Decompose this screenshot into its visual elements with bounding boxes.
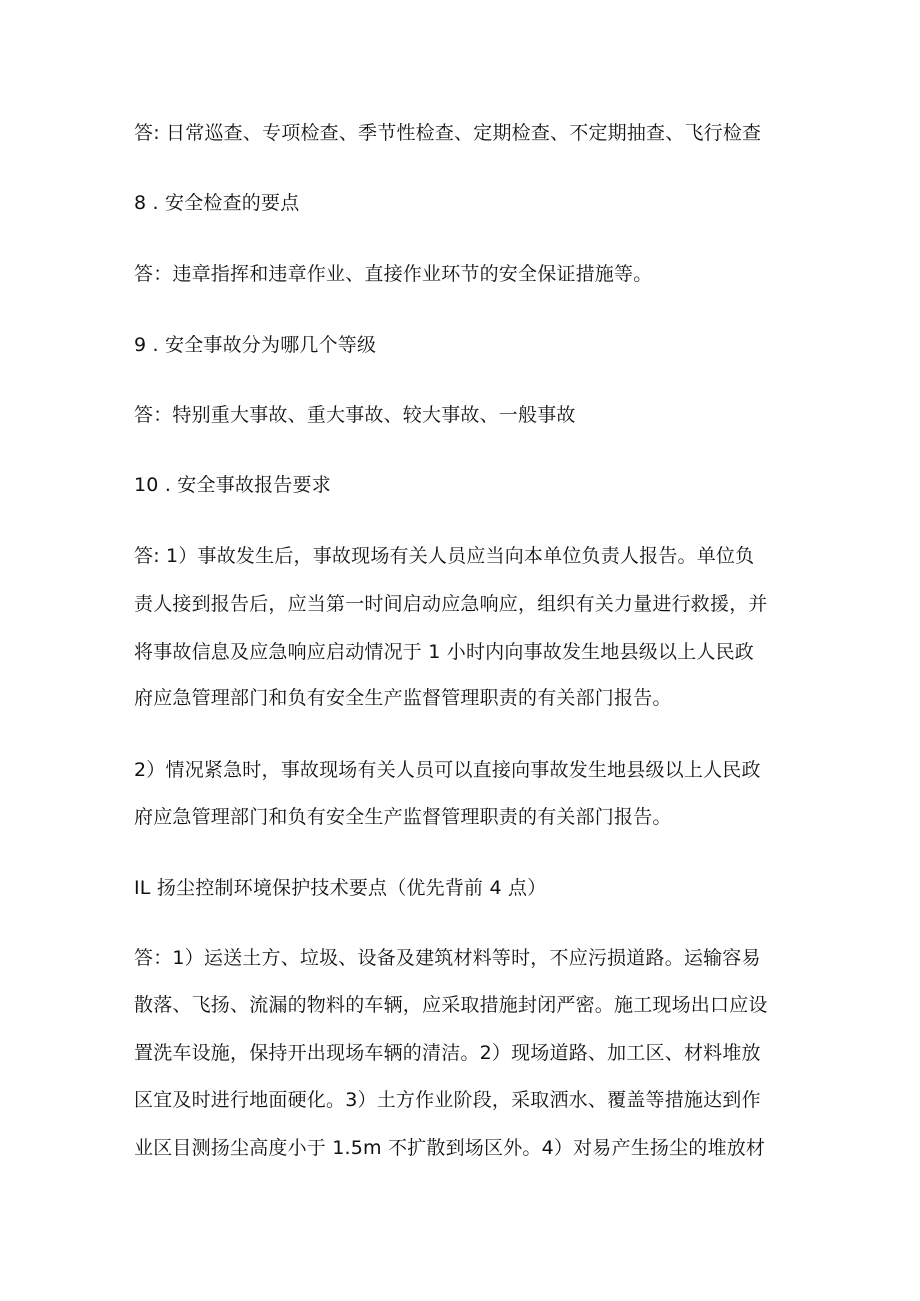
text-line: 答：特别重大事故、重大事故、较大事故、一般事故 xyxy=(134,404,576,426)
text-line: 答：1）运送土方、垃圾、设备及建筑材料等时，不应污损道路。运输容易 xyxy=(134,947,761,969)
text-line: 府应急管理部门和负有安全生产监督管理职责的有关部门报告。 xyxy=(134,687,672,709)
text-line: 业区目测扬尘高度小于 1.5m 不扩散到场区外。4）对易产生扬尘的堆放材 xyxy=(134,1137,766,1159)
text-line: 区宜及时进行地面硬化。3）土方作业阶段，采取洒水、覆盖等措施达到作 xyxy=(134,1089,761,1111)
question-heading: IL 扬尘控制环境保护技术要点（优先背前 4 点） xyxy=(134,877,547,899)
text-line: 答：违章指挥和违章作业、直接作业环节的安全保证措施等。 xyxy=(134,263,653,285)
question-heading: 8 . 安全检查的要点 xyxy=(134,192,300,214)
text-line: 答: 日常巡查、专项检查、季节性检查、定期检查、不定期抽查、飞行检查 xyxy=(134,122,762,144)
text-line: 将事故信息及应急响应启动情况于 1 小时内向事故发生地县级以上人民政 xyxy=(134,641,754,663)
question-heading: 10 . 安全事故报告要求 xyxy=(134,474,331,496)
text-line: 2）情况紧急时，事故现场有关人员可以直接向事故发生地县级以上人民政 xyxy=(134,759,761,781)
text-line: 府应急管理部门和负有安全生产监督管理职责的有关部门报告。 xyxy=(134,806,672,828)
text-line: 散落、飞扬、流漏的物料的车辆，应采取措施封闭严密。施工现场出口应设 xyxy=(134,994,768,1016)
text-line: 置洗车设施，保持开出现场车辆的清洁。2）现场道路、加工区、材料堆放 xyxy=(134,1042,761,1064)
text-line: 答: 1）事故发生后，事故现场有关人员应当向本单位负责人报告。单位负 xyxy=(134,545,755,567)
text-line: 责人接到报告后，应当第一时间启动应急响应，组织有关力量进行救援，并 xyxy=(134,593,768,615)
question-heading: 9 . 安全事故分为哪几个等级 xyxy=(134,334,377,356)
